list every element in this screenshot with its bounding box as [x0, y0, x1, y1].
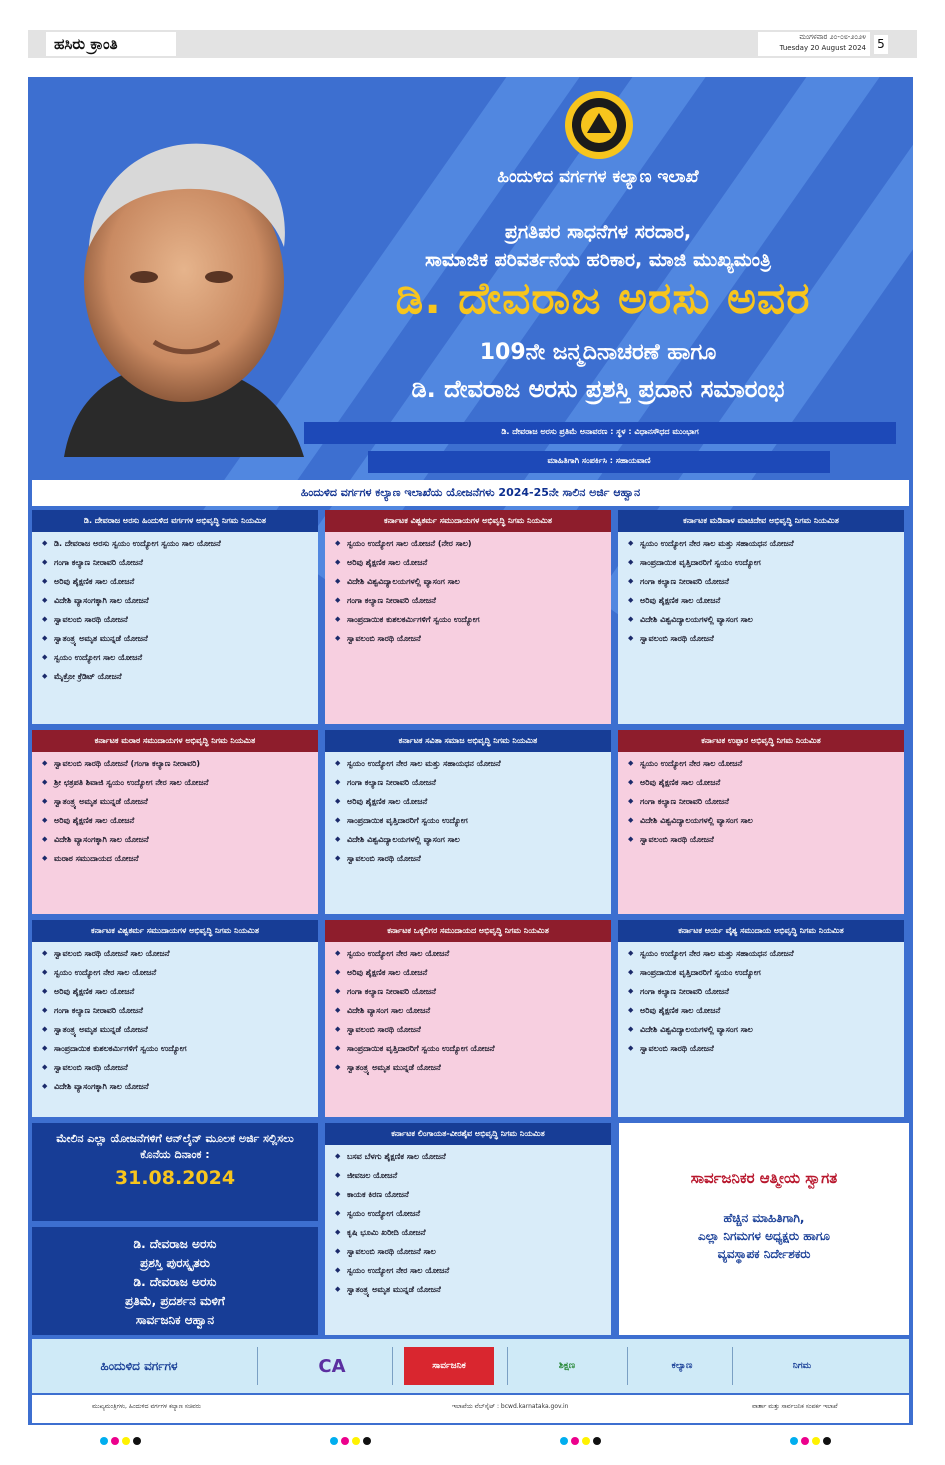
scheme-item: ◆ ಸ್ವಯಂ ಉದ್ಯೋಗ ಸಾಲ ಯೋಜನೆ (ನೇರ ಸಾಲ) [335, 538, 603, 549]
scheme-box [32, 730, 318, 914]
award-box [32, 1227, 318, 1335]
scheme-item: ◆ ಗಂಗಾ ಕಲ್ಯಾಣ ನೀರಾವರಿ ಯೋಜನೆ [628, 796, 896, 807]
scheme-box-title: ಕರ್ನಾಟಕ ಮರಾಠ ಸಮುದಾಯಗಳ ಅಭಿವೃದ್ಧಿ ನಿಗಮ ನಿಯಮಿತ [32, 730, 318, 752]
scheme-item: ◆ ವಿದೇಶಿ ವಿಶ್ವವಿದ್ಯಾಲಯಗಳಲ್ಲಿ ವ್ಯಾಸಂಗ ಸಾಲ [628, 1024, 896, 1035]
scheme-item: ◆ ಅರಿವು ಶೈಕ್ಷಣಿಕ ಸಾಲ ಯೋಜನೆ [42, 815, 310, 826]
registration-marks [560, 1437, 601, 1445]
scheme-item: ◆ ಗಂಗಾ ಕಲ್ಯಾಣ ನೀರಾವರಿ ಯೋಜನೆ [42, 557, 310, 568]
scheme-item: ◆ ಜೀವಜಲ ಯೋಜನೆ [335, 1170, 603, 1181]
scheme-item: ◆ ಅರಿವು ಶೈಕ್ಷಣಿಕ ಸಾಲ ಯೋಜನೆ [628, 595, 896, 606]
scheme-item: ◆ ಡಿ. ದೇವರಾಜ ಅರಸು ಸ್ವಯಂ ಉದ್ಯೋಗ ಸ್ವಯಂ ಸಾಲ ಯೋಜನೆ [42, 538, 310, 549]
scheme-item: ◆ ಗಂಗಾ ಕಲ್ಯಾಣ ನೀರಾವರಿ ಯೋಜನೆ [335, 777, 603, 788]
scheme-item: ◆ ಸ್ವಾವಲಂಬಿ ಸಾರಥಿ ಯೋಜನೆ ಸಾಲ ಯೋಜನೆ [42, 948, 310, 959]
scheme-item: ◆ ವಿದೇಶಿ ವಿಶ್ವವಿದ್ಯಾಲಯಗಳಲ್ಲಿ ವ್ಯಾಸಂಗ ಸಾಲ [335, 834, 603, 845]
department-emblem-icon [563, 89, 635, 161]
scheme-item: ◆ ಸ್ವಾವಲಂಬಿ ಸಾರಥಿ ಯೋಜನೆ [628, 1043, 896, 1054]
scheme-item: ◆ ಸ್ವಾತಂತ್ರ್ಯ ಅಮೃತ ಮುನ್ನಡೆ ಯೋಜನೆ [335, 1062, 603, 1073]
scheme-item: ◆ ಅರಿವು ಶೈಕ್ಷಣಿಕ ಸಾಲ ಯೋಜನೆ [628, 1005, 896, 1016]
award-line: ಪ್ರತಿಮೆ, ಪ್ರದರ್ಶನ ಮಳಿಗೆ [125, 1294, 225, 1308]
headline-line-3: 109ನೇ ಜನ್ಮದಿನಾಚರಣೆ ಹಾಗೂ [479, 340, 717, 365]
scheme-item: ◆ ಅರಿವು ಶೈಕ್ಷಣಿಕ ಸಾಲ ಯೋಜನೆ [335, 967, 603, 978]
scheme-box [325, 920, 611, 1117]
scheme-item: ◆ ವಿದೇಶಿ ವ್ಯಾಸಂಗಕ್ಕಾಗಿ ಸಾಲ ಯೋಜನೆ [42, 595, 310, 606]
scheme-item: ◆ ಕೃಷಿ ಭೂಮಿ ಖರೀದಿ ಯೋಜನೆ [335, 1227, 603, 1238]
headline-line-4: ಡಿ. ದೇವರಾಜ ಅರಸು ಪ್ರಶಸ್ತಿ ಪ್ರದಾನ ಸಮಾರಂಭ [411, 375, 785, 403]
award-line: ಸಾರ್ವಜನಿಕ ಆಹ್ವಾನ [135, 1313, 215, 1327]
scheme-item: ◆ ಅರಿವು ಶೈಕ್ಷಣಿಕ ಸಾಲ ಯೋಜನೆ [335, 557, 603, 568]
logo-ca: CA [318, 1355, 346, 1377]
masthead-date [758, 32, 870, 56]
scheme-box-title: ಕರ್ನಾಟಕ ಆರ್ಯ ವೈಶ್ಯ ಸಮುದಾಯ ಅಭಿವೃದ್ಧಿ ನಿಗಮ ನಿಯಮಿತ [618, 920, 904, 942]
scheme-item: ◆ ಸ್ವಯಂ ಉದ್ಯೋಗ ಸಾಲ ಯೋಜನೆ [42, 652, 310, 663]
scheme-item: ◆ ಅರಿವು ಶೈಕ್ಷಣಿಕ ಸಾಲ ಯೋಜನೆ [42, 576, 310, 587]
advertisement-panel [28, 77, 913, 1425]
deadline-date: 31.08.2024 [114, 1167, 236, 1189]
scheme-item: ◆ ಸ್ವಯಂ ಉದ್ಯೋಗ ನೇರ ಸಾಲ ಮತ್ತು ಸಹಾಯಧನ ಯೋಜನೆ [628, 538, 896, 549]
scheme-item: ◆ ವಿದೇಶಿ ವ್ಯಾಸಂಗ ಸಾಲ ಯೋಜನೆ [335, 1005, 603, 1016]
scheme-item: ◆ ಸ್ವಾತಂತ್ರ್ಯ ಅಮೃತ ಮುನ್ನಡೆ ಯೋಜನೆ [335, 1284, 603, 1295]
scheme-item: ◆ ವಿದೇಶಿ ವಿಶ್ವವಿದ್ಯಾಲಯಗಳಲ್ಲಿ ವ್ಯಾಸಂಗ ಸಾಲ [628, 815, 896, 826]
scheme-item: ◆ ಸ್ವಾವಲಂಬಿ ಸಾರಥಿ ಯೋಜನೆ [335, 1024, 603, 1035]
scheme-item: ◆ ಶ್ರೀ ಛತ್ರಪತಿ ಶಿವಾಜಿ ಸ್ವಯಂ ಉದ್ಯೋಗ ನೇರ ಸಾಲ ಯೋಜನೆ [42, 777, 310, 788]
scheme-item: ◆ ಅರಿವು ಶೈಕ್ಷಣಿಕ ಸಾಲ ಯೋಜನೆ [628, 777, 896, 788]
registration-marks [790, 1437, 831, 1445]
award-line: ಪ್ರಶಸ್ತಿ ಪುರಸ್ಕೃತರು [140, 1256, 210, 1270]
scheme-box-title: ಡಿ. ದೇವರಾಜ ಅರಸು ಹಿಂದುಳಿದ ವರ್ಗಗಳ ಅಭಿವೃದ್ಧಿ ನಿಗಮ ನಿಯಮಿತ [32, 510, 318, 532]
scheme-box [32, 920, 318, 1117]
scheme-item: ◆ ಗಂಗಾ ಕಲ್ಯಾಣ ನೀರಾವರಿ ಯೋಜನೆ [335, 986, 603, 997]
registration-marks [330, 1437, 371, 1445]
scheme-item: ◆ ವಿದೇಶಿ ವ್ಯಾಸಂಗಕ್ಕಾಗಿ ಸಾಲ ಯೋಜನೆ [42, 1081, 310, 1092]
scheme-item: ◆ ಸ್ವಾತಂತ್ರ್ಯ ಅಮೃತ ಮುನ್ನಡೆ ಯೋಜನೆ [42, 633, 310, 644]
headline-line-1: ಪ್ರಗತಿಪರ ಸಾಧನೆಗಳ ಸರದಾರ, [504, 221, 692, 243]
scheme-item: ◆ ಸ್ವಾತಂತ್ರ್ಯ ಅಮೃತ ಮುನ್ನಡೆ ಯೋಜನೆ [42, 796, 310, 807]
scheme-item: ◆ ಸ್ವಾತಂತ್ರ್ಯ ಅಮೃತ ಮುನ್ನಡೆ ಯೋಜನೆ [42, 1024, 310, 1035]
scheme-item: ◆ ವಿದೇಶಿ ವ್ಯಾಸಂಗಕ್ಕಾಗಿ ಸಾಲ ಯೋಜನೆ [42, 834, 310, 845]
scheme-box-title: ಕರ್ನಾಟಕ ಲಿಂಗಾಯತ-ವೀರಶೈವ ಅಭಿವೃದ್ಧಿ ನಿಗಮ ನಿಯಮಿತ [325, 1123, 611, 1145]
scheme-item: ◆ ಸ್ವಯಂ ಉದ್ಯೋಗ ನೇರ ಸಾಲ ಮತ್ತು ಸಹಾಯಧನ ಯೋಜನೆ [335, 758, 603, 769]
scheme-item: ◆ ಮರಾಠ ಸಮುದಾಯದ ಯೋಜನೆ [42, 853, 310, 864]
scheme-box [325, 730, 611, 914]
scheme-item: ◆ ಸ್ವಾವಲಂಬಿ ಸಾರಥಿ ಯೋಜನೆ [42, 1062, 310, 1073]
deadline-box [32, 1123, 318, 1221]
scheme-item: ◆ ಸ್ವಯಂ ಉದ್ಯೋಗ ನೇರ ಸಾಲ ಯೋಜನೆ [335, 1265, 603, 1276]
scheme-item: ◆ ಸಾಂಪ್ರದಾಯಿಕ ವೃತ್ತಿದಾರರಿಗೆ ಸ್ವಯಂ ಉದ್ಯೋಗ ಯೋಜನೆ [335, 1043, 603, 1054]
footer-website: ಇಲಾಖೆಯ ವೆಬ್‌ಸೈಟ್ : bcwd.karnataka.gov.in [452, 1403, 569, 1410]
scheme-item: ◆ ವಿದೇಶಿ ವಿಶ್ವವಿದ್ಯಾಲಯಗಳಲ್ಲಿ ವ್ಯಾಸಂಗ ಸಾಲ [335, 576, 603, 587]
scheme-item: ◆ ಸ್ವಾವಲಂಬಿ ಸಾರಥಿ ಯೋಜನೆ [42, 614, 310, 625]
scheme-item: ◆ ಸ್ವಾವಲಂಬಿ ಸಾರಥಿ ಯೋಜನೆ ಸಾಲ [335, 1246, 603, 1257]
scheme-item: ◆ ಸ್ವಾವಲಂಬಿ ಸಾರಥಿ ಯೋಜನೆ (ಗಂಗಾ ಕಲ್ಯಾಣ ನೀರಾವರಿ) [42, 758, 310, 769]
welcome-line: ವ್ಯವಸ್ಥಾಪಕ ನಿರ್ದೇಶಕರು [717, 1247, 811, 1261]
ad-footer [32, 1395, 909, 1423]
scheme-item: ◆ ಗಂಗಾ ಕಲ್ಯಾಣ ನೀರಾವರಿ ಯೋಜನೆ [628, 986, 896, 997]
logo-corporation-5: ನಿಗಮ [792, 1361, 812, 1371]
logo-department: ಹಿಂದುಳಿದ ವರ್ಗಗಳ [100, 1358, 178, 1373]
scheme-box-title: ಕರ್ನಾಟಕ ವಿಶ್ವಕರ್ಮ ಸಮುದಾಯಗಳ ಅಭಿವೃದ್ಧಿ ನಿಗಮ ನಿಯಮಿತ [32, 920, 318, 942]
scheme-item: ◆ ಸ್ವಯಂ ಉದ್ಯೋಗ ಯೋಜನೆ [335, 1208, 603, 1219]
award-line: ಡಿ. ದೇವರಾಜ ಅರಸು [133, 1275, 217, 1289]
scheme-box [325, 510, 611, 724]
scheme-box-title: ಕರ್ನಾಟಕ ಸವಿತಾ ಸಮಾಜ ಅಭಿವೃದ್ಧಿ ನಿಗಮ ನಿಯಮಿತ [325, 730, 611, 752]
logo-corporation-3: ಶಿಕ್ಷಣ [558, 1361, 576, 1371]
scheme-item: ◆ ಸ್ವಯಂ ಉದ್ಯೋಗ ನೇರ ಸಾಲ ಯೋಜನೆ [628, 758, 896, 769]
page-number: 5 [874, 35, 888, 54]
schemes-ribbon: ಹಿಂದುಳಿದ ವರ್ಗಗಳ ಕಲ್ಯಾಣ ಇಲಾಖೆಯ ಯೋಜನೆಗಳು 2024-25ನೇ ಸಾಲಿನ ಅರ್ಜಿ ಆಹ್ವಾನ [32, 480, 909, 506]
scheme-item: ◆ ಕಾಯಕ ಕಿರಣ ಯೋಜನೆ [335, 1189, 603, 1200]
honoree-name: ಡಿ. ದೇವರಾಜ ಅರಸು ಅವರ [395, 273, 811, 324]
scheme-item: ◆ ಸ್ವಯಂ ಉದ್ಯೋಗ ನೇರ ಸಾಲ ಯೋಜನೆ [335, 948, 603, 959]
scheme-box [32, 510, 318, 724]
scheme-item: ◆ ಗಂಗಾ ಕಲ್ಯಾಣ ನೀರಾವರಿ ಯೋಜನೆ [628, 576, 896, 587]
welcome-title: ಸಾರ್ವಜನಿಕರ ಆತ್ಮೀಯ ಸ್ವಾಗತ [690, 1169, 838, 1187]
scheme-item: ◆ ಸ್ವಾವಲಂಬಿ ಸಾರಥಿ ಯೋಜನೆ [628, 633, 896, 644]
registration-marks [100, 1437, 141, 1445]
scheme-item: ◆ ಸಾಂಪ್ರದಾಯಿಕ ವೃತ್ತಿದಾರರಿಗೆ ಸ್ವಯಂ ಉದ್ಯೋಗ [628, 967, 896, 978]
scheme-box-title: ಕರ್ನಾಟಕ ಮಡಿವಾಳ ಮಾಚಿದೇವ ಅಭಿವೃದ್ಧಿ ನಿಗಮ ನಿಯಮಿತ [618, 510, 904, 532]
logo-corporation-4: ಕಲ್ಯಾಣ [671, 1361, 693, 1371]
department-name: ಹಿಂದುಳಿದ ವರ್ಗಗಳ ಕಲ್ಯಾಣ ಇಲಾಖೆ [497, 167, 699, 187]
scheme-item: ◆ ಸಾಂಪ್ರದಾಯಿಕ ಕುಶಲಕರ್ಮಿಗಳಿಗೆ ಸ್ವಯಂ ಉದ್ಯೋಗ [335, 614, 603, 625]
event-info-band: ಡಿ. ದೇವರಾಜ ಅರಸು ಪ್ರತಿಮೆ ಅನಾವರಣ : ಸ್ಥಳ : ವಿಧಾನಸೌಧದ ಮುಂಭಾಗ [304, 422, 896, 444]
scheme-box [618, 920, 904, 1117]
scheme-box [618, 730, 904, 914]
scheme-item: ◆ ಅರಿವು ಶೈಕ್ಷಣಿಕ ಸಾಲ ಯೋಜನೆ [42, 986, 310, 997]
scheme-item: ◆ ಸ್ವಯಂ ಉದ್ಯೋಗ ನೇರ ಸಾಲ ಮತ್ತು ಸಹಾಯಧನ ಯೋಜನೆ [628, 948, 896, 959]
scheme-item: ◆ ಸಾಂಪ್ರದಾಯಿಕ ವೃತ್ತಿದಾರರಿಗೆ ಸ್ವಯಂ ಉದ್ಯೋಗ [628, 557, 896, 568]
date-english: Tuesday 20 August 2024 [779, 44, 866, 52]
scheme-item: ◆ ಸಾಂಪ್ರದಾಯಿಕ ಕುಶಲಕರ್ಮಿಗಳಿಗೆ ಸ್ವಯಂ ಉದ್ಯೋಗ [42, 1043, 310, 1054]
scheme-item: ◆ ಸ್ವಯಂ ಉದ್ಯೋಗ ನೇರ ಸಾಲ ಯೋಜನೆ [42, 967, 310, 978]
scheme-box [325, 1123, 611, 1335]
scheme-item: ◆ ಗಂಗಾ ಕಲ್ಯಾಣ ನೀರಾವರಿ ಯೋಜನೆ [335, 595, 603, 606]
scheme-box-title: ಕರ್ನಾಟಕ ಉಪ್ಪಾರ ಅಭಿವೃದ್ಧಿ ನಿಗಮ ನಿಯಮಿತ [618, 730, 904, 752]
scheme-item: ◆ ಮೈಕ್ರೋ ಕ್ರೆಡಿಟ್ ಯೋಜನೆ [42, 671, 310, 682]
headline-line-2: ಸಾಮಾಜಿಕ ಪರಿವರ್ತನೆಯ ಹರಿಕಾರ, ಮಾಜಿ ಮುಖ್ಯಮಂತ್ರಿ [425, 249, 771, 271]
scheme-box-title: ಕರ್ನಾಟಕ ವಿಶ್ವಕರ್ಮ ಸಮುದಾಯಗಳ ಅಭಿವೃದ್ಧಿ ನಿಗಮ ನಿಯಮಿತ [325, 510, 611, 532]
corporation-logos-strip [32, 1339, 909, 1393]
deadline-text: ಮೇಲಿನ ಎಲ್ಲಾ ಯೋಜನೆಗಳಿಗೆ ಆನ್‌ಲೈನ್ ಮೂಲಕ ಅರ್ಜಿ ಸಲ್ಲಿಸಲು ಕೊನೆಯ ದಿನಾಂಕ : [56, 1132, 294, 1161]
welcome-line: ಹೆಚ್ಚಿನ ಮಾಹಿತಿಗಾಗಿ, [723, 1211, 805, 1225]
footer-left-text: ಮುಖ್ಯಮಂತ್ರಿಗಳು, ಹಿಂದುಳಿದ ವರ್ಗಗಳ ಕಲ್ಯಾಣ ಸಚಿವರು [92, 1403, 201, 1410]
welcome-body [619, 1209, 909, 1263]
scheme-item: ◆ ಸ್ವಾವಲಂಬಿ ಸಾರಥಿ ಯೋಜನೆ [628, 834, 896, 845]
footer-right-text: ವಾರ್ತಾ ಮತ್ತು ಸಾರ್ವಜನಿಕ ಸಂಪರ್ಕ ಇಲಾಖೆ [752, 1403, 838, 1410]
scheme-item: ◆ ಅರಿವು ಶೈಕ್ಷಣಿಕ ಸಾಲ ಯೋಜನೆ [335, 796, 603, 807]
newspaper-name: ಹಸಿರು ಕ್ರಾಂತಿ [46, 32, 176, 56]
scheme-item: ◆ ಸಾಂಪ್ರದಾಯಿಕ ವೃತ್ತಿದಾರರಿಗೆ ಸ್ವಯಂ ಉದ್ಯೋಗ [335, 815, 603, 826]
scheme-item: ◆ ಗಂಗಾ ಕಲ್ಯಾಣ ನೀರಾವರಿ ಯೋಜನೆ [42, 1005, 310, 1016]
scheme-box [618, 510, 904, 724]
welcome-line: ಎಲ್ಲಾ ನಿಗಮಗಳ ಅಧ್ಯಕ್ಷರು ಹಾಗೂ [698, 1229, 830, 1243]
award-line: ಡಿ. ದೇವರಾಜ ಅರಸು [133, 1237, 217, 1251]
scheme-item: ◆ ಸ್ವಾವಲಂಬಿ ಸಾರಥಿ ಯೋಜನೆ [335, 853, 603, 864]
welcome-box [619, 1123, 909, 1335]
scheme-box-title: ಕರ್ನಾಟಕ ಒಕ್ಕಲಿಗರ ಸಮುದಾಯದ ಅಭಿವೃದ್ಧಿ ನಿಗಮ ನಿಯಮಿತ [325, 920, 611, 942]
scheme-item: ◆ ಬಸವ ಬೆಳಗು ಶೈಕ್ಷಣಿಕ ಸಾಲ ಯೋಜನೆ [335, 1151, 603, 1162]
scheme-item: ◆ ವಿದೇಶಿ ವಿಶ್ವವಿದ್ಯಾಲಯಗಳಲ್ಲಿ ವ್ಯಾಸಂಗ ಸಾಲ [628, 614, 896, 625]
masthead [28, 30, 917, 58]
portrait-image [34, 127, 314, 457]
scheme-item: ◆ ಸ್ವಾವಲಂಬಿ ಸಾರಥಿ ಯೋಜನೆ [335, 633, 603, 644]
logo-corporation-2: ಸಾರ್ವಜನಿಕ [404, 1347, 494, 1385]
contact-info-band: ಮಾಹಿತಿಗಾಗಿ ಸಂಪರ್ಕಿಸಿ : ಸಹಾಯವಾಣಿ [368, 451, 830, 473]
date-kannada: ಮಂಗಳವಾರ ೨೦-೦೮-೨೦೨೪ [799, 33, 866, 41]
